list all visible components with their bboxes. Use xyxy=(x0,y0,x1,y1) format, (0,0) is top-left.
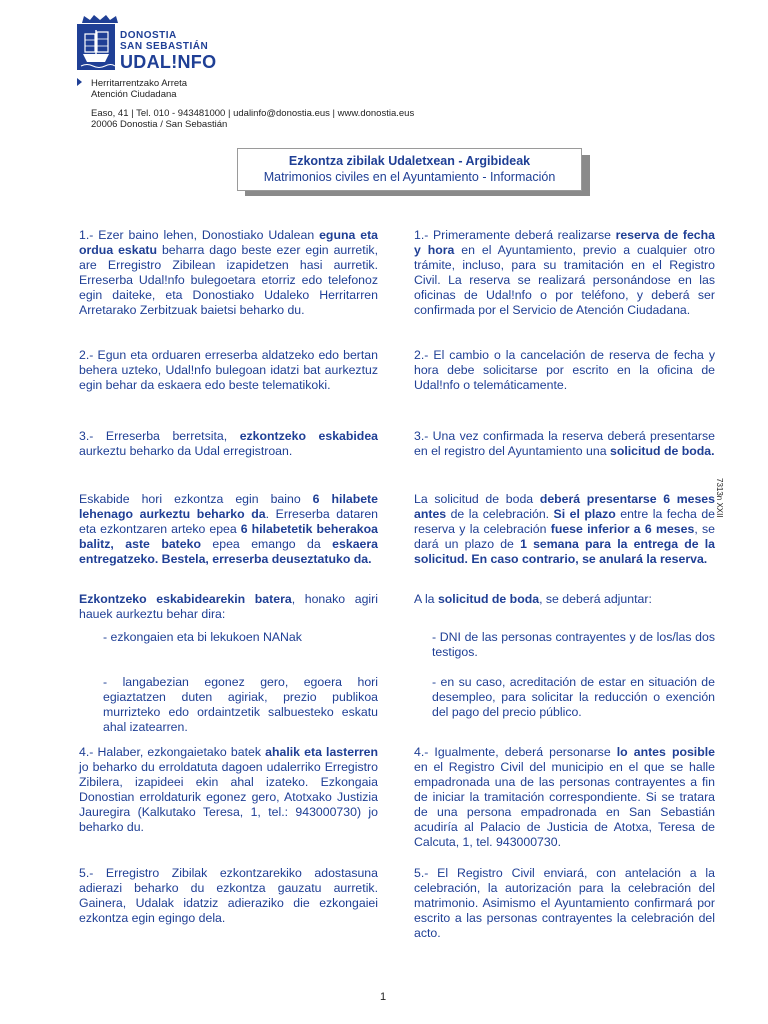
title-basque: Ezkontza zibilak Udaletxean - Argibideak xyxy=(288,154,531,168)
es-paragraph-7: 5.- El Registro Civil enviará, con antelación a la celebración, la autorización para la celebración del matrimonio. Asimismo el Ayuntamiento confirmará por escrito a las personas contrayentes la celebración del acto. xyxy=(414,866,715,940)
office-name-es: Atención Ciudadana xyxy=(91,89,177,100)
eu-paragraph-1: 1.- Ezer baino lehen, Donostiako Udalean eguna eta ordua eskatu beharra dago beste ezer egin aurretik, are Erregistro Zibilean izapidetzen hasi aurretik. Erreserba Udal!nfo bulegoetara etorriz edo telefonoz egin daiteke, eta Donostiako Udaleko Herritarren Arretarako Zerbitzuak baietsi beharko du. xyxy=(79,228,378,317)
brand-logo-text: UDAL!NFO xyxy=(120,52,217,72)
brand-city-name: DONOSTIA xyxy=(120,30,177,41)
es-paragraph-2: 2.- El cambio o la cancelación de reserva de fecha y hora debe solicitarse por escrito en la oficina de Udal!nfo o telemáticamente. xyxy=(414,348,715,392)
eu-paragraph-6: 4.- Halaber, ezkongaietako batek ahalik eta lasterren jo beharko du erroldatuta dagoen udalerriko Erregistro Zibilera, izapideei ekin ahal izateko. Ezkongaia Donostian erroldaturik egonez gero, Atotxako Justizia Jauregira (Kalkutako Teresa, 1, tel.: 943000730) jo beharko du. xyxy=(79,745,378,834)
contact-line: Easo, 41 | Tel. 010 - 943481000 | udalinfo@donostia.eus | www.donostia.eus xyxy=(91,108,415,119)
es-list-item-2: - en su caso, acreditación de estar en situación de desempleo, para solicitar la reducción o exención del pago del precio público. xyxy=(432,675,715,719)
eu-paragraph-3: 3.- Erreserba berretsita, ezkontzeko eskabidea aurkeztu beharko da Udal erregistroan. xyxy=(79,429,378,458)
es-paragraph-3: 3.- Una vez confirmada la reserva deberá presentarse en el registro del Ayuntamiento una solicitud de boda. xyxy=(414,429,715,458)
title-spanish: Matrimonios civiles en el Ayuntamiento - Información xyxy=(263,170,556,184)
postal-address: 20006 Donostia / San Sebastián xyxy=(91,119,228,130)
eu-list-item-1: - ezkongaien eta bi lekukoen NANak xyxy=(103,630,302,644)
eu-paragraph-7: 5.- Erregistro Zibilak ezkontzarekiko adostasuna adierazi beharko du ezkontza gauzatu aurretik. Gainera, Udalak idatziz adieraziko die ezkongaiei ezkontza egin egingo dela. xyxy=(79,866,378,925)
brand-city-name-es: SAN SEBASTIÁN xyxy=(120,41,209,52)
eu-paragraph-2: 2.- Egun eta orduaren erreserba aldatzeko edo bertan behera uzteko, Udal!nfo bulegoan idatzi bat aurkeztuz egin behar da eskaera edo beste telematikoki. xyxy=(79,348,378,392)
page-number: 1 xyxy=(380,991,387,1003)
eu-list-item-2: - langabezian egonez gero, egoera hori egiaztatzen duten agiriak, prezio publikoa murrizteko edo ordaintzetik salbuesteko eskatu ahal izatearren. xyxy=(103,675,378,734)
document-code: 7313n XXII xyxy=(715,478,724,518)
eu-paragraph-4: Eskabide hori ezkontza egin baino 6 hilabete lehenago aurkeztu beharko da. Erreserba dataren eta ezkontzaren arteko epea 6 hilabetetik beherakoa balitz, aste bateko epea emango da eskaera entregatzeko. Bestela, erreserba deuseztatuko da. xyxy=(79,492,378,566)
office-name-eu: Herritarrentzako Arreta xyxy=(91,78,188,89)
city-coat-of-arms-icon xyxy=(77,24,119,72)
es-paragraph-6: 4.- Igualmente, deberá personarse lo antes posible en el Registro Civil del municipio en el que se halle empadronada una de las personas contrayentes a fin de iniciar la tramitación correspondiente. Si se tratara de una persona empadronada en San Sebastián acudiría al Palacio de Justicia de Atotxa, Teresa de Calcuta, 1, tel. 943000730. xyxy=(414,745,715,849)
arrow-right-icon xyxy=(77,78,82,86)
es-paragraph-5: A la solicitud de boda, se deberá adjuntar: xyxy=(414,592,652,606)
es-list-item-1: - DNI de las personas contrayentes y de los/las dos testigos. xyxy=(432,630,715,659)
title-box xyxy=(237,148,582,191)
crown-icon xyxy=(80,14,120,24)
eu-paragraph-5: Ezkontzeko eskabidearekin batera, honako agiri hauek aurkeztu behar dira: xyxy=(79,592,378,621)
es-paragraph-4: La solicitud de boda deberá presentarse 6 meses antes de la celebración. Si el plazo entre la fecha de reserva y la celebración fuese inferior a 6 meses, se dará un plazo de 1 semana para la entrega de la solicitud. En caso contrario, se anulará la reserva. xyxy=(414,492,715,566)
es-paragraph-1: 1.- Primeramente deberá realizarse reserva de fecha y hora en el Ayuntamiento, previo a cualquier otro trámite, incluso, para su tramitación en el Registro Civil. La reserva se realizará personándose en las oficinas de Udal!nfo o por teléfono, y deberá ser confirmada por el Servicio de Atención Ciudadana. xyxy=(414,228,716,317)
